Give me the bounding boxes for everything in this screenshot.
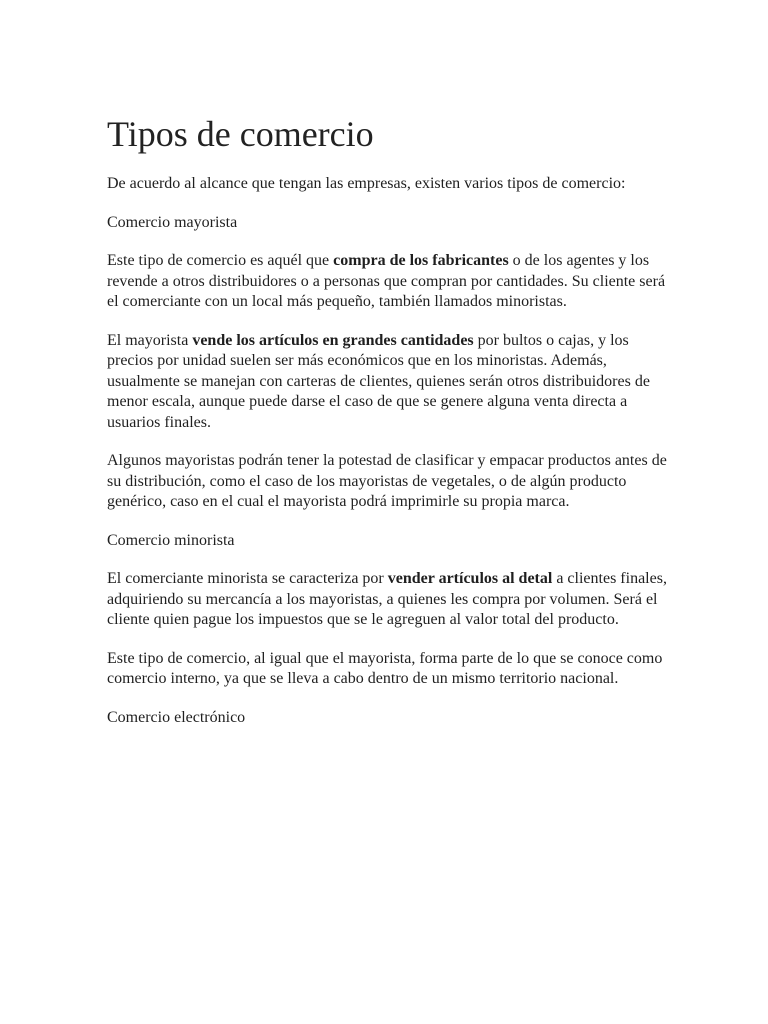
section-heading-electronico: Comercio electrónico xyxy=(107,708,246,726)
section-heading-minorista: Comercio minorista xyxy=(107,531,235,549)
bold-phrase: compra de los fabricantes xyxy=(333,252,509,269)
paragraph-minorista-2: Este tipo de comercio, al igual que el mayorista, forma parte de lo que se conoce como comercio interno, ya que se lleva a cabo dentro de un mismo territorio nacional. xyxy=(107,649,663,687)
paragraph-text: El mayorista xyxy=(107,331,193,349)
section-heading-mayorista: Comercio mayorista xyxy=(107,213,238,231)
paragraph-mayorista-3: Algunos mayoristas podrán tener la potestad de clasificar y empacar productos antes de su distribución, como el caso de los mayoristas de vegetales, o de algún producto genérico, caso en el cual el mayorista podrá imprimirle su propia marca. xyxy=(107,452,667,510)
intro-paragraph: De acuerdo al alcance que tengan las empresas, existen varios tipos de comercio: xyxy=(107,175,626,192)
document-page xyxy=(107,112,667,746)
paragraph-text: Este tipo de comercio es aquél que xyxy=(107,252,334,269)
paragraph-minorista-1 xyxy=(107,569,667,631)
paragraph-text: El comerciante minorista se caracteriza por xyxy=(107,570,388,587)
bold-phrase: vender artículos al detal xyxy=(387,570,553,587)
paragraph-text: o de los agentes y los revende a otros distribuidores o a personas que compran por cantidades. Su cliente será el comerciante con un local más pequeño, también llamados minoristas. xyxy=(107,252,666,310)
paragraph-text: por bultos o cajas, y los precios por unidad suelen ser más económicos que en los minoristas. Además, usualmente se manejan con carteras de clientes, quienes serán otros distribuidores de menor escala, aunque puede darse el caso de que se genere alguna venta directa a usuarios finales. xyxy=(107,331,650,431)
paragraph-mayorista-2 xyxy=(107,331,667,434)
paragraph-text: a clientes finales, adquiriendo su mercancía a los mayoristas, a quienes les compra por volumen. Será el cliente quien pague los impuestos que se le agreguen al valor total del producto. xyxy=(107,570,667,628)
bold-phrase: vende los artículos en grandes cantidades xyxy=(192,331,474,349)
page-title: Tipos de comercio xyxy=(107,114,374,154)
paragraph-mayorista-1 xyxy=(107,251,667,313)
